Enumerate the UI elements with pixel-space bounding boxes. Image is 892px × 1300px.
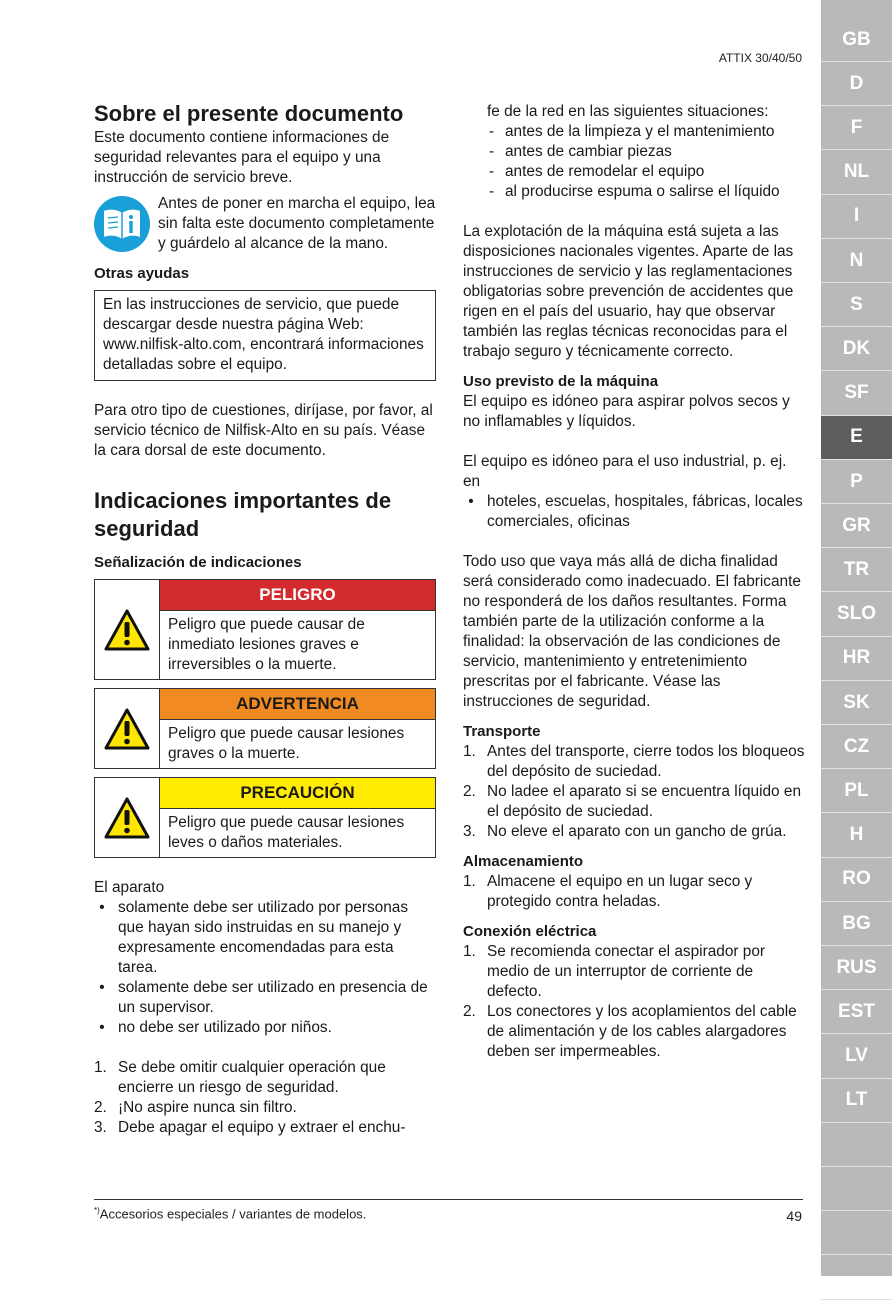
language-tab-lt: LT: [821, 1079, 892, 1123]
list-item: [94, 978, 436, 1018]
language-tab-empty: [821, 1256, 892, 1300]
hazard-body: [160, 580, 435, 679]
page-number: 49: [786, 1208, 802, 1224]
list-item: [463, 822, 805, 842]
list-marker: 3.: [463, 823, 476, 840]
heading-uso-previsto: Uso previsto de la máquina: [463, 373, 659, 390]
list-item-text: No eleve el aparato con un gancho de grúa.: [487, 823, 787, 840]
list-item-text: hoteles, escuelas, hospitales, fábricas, locales comerciales, oficinas: [487, 493, 803, 530]
language-tab-gr: GR: [821, 504, 892, 548]
model-name: ATTIX 30/40/50: [718, 51, 802, 65]
section-title-safety: Indicaciones importantes de seguridad: [94, 488, 392, 541]
hazard-description: Peligro que puede causar lesiones graves o la muerte.: [168, 725, 405, 762]
language-sidebar: [821, 0, 892, 1276]
list-item: [94, 1118, 436, 1138]
list-item: [463, 1002, 805, 1062]
language-tab-lv: LV: [821, 1035, 892, 1079]
hazard-box-advertencia: [94, 688, 436, 769]
heading-almacenamiento: Almacenamiento: [463, 853, 584, 870]
hazard-body: [160, 689, 435, 768]
list-marker: -: [489, 123, 495, 140]
language-tab-bg: BG: [821, 902, 892, 946]
language-tab-pl: PL: [821, 769, 892, 813]
list-item-text: al producirse espuma o salirse el líquido: [505, 183, 780, 200]
list-item: [94, 1018, 436, 1038]
footer-rule: [94, 1199, 803, 1200]
list-item: [463, 942, 805, 1002]
language-tab-sk: SK: [821, 681, 892, 725]
left-column: [94, 100, 436, 1138]
list-item-text: antes de remodelar el equipo: [505, 163, 705, 180]
list-item-text: solamente debe ser utilizado por personas que hayan sido instruidas en su manejo y expresamente encomendadas para esta tarea.: [118, 899, 409, 976]
list-item: [463, 872, 805, 912]
hazard-label: PELIGRO: [160, 580, 435, 611]
list-marker: -: [489, 163, 495, 180]
language-tab-empty: [821, 1211, 892, 1255]
list-item: [463, 142, 805, 162]
footnote-text: Accesorios especiales / variantes de modelos.: [99, 1206, 367, 1222]
list-marker: 2.: [463, 783, 476, 800]
uso-paragraph-1: El equipo es idóneo para aspirar polvos secos y no inflamables y líquidos.: [463, 393, 790, 430]
language-tab-n: N: [821, 239, 892, 283]
list-marker: 1.: [463, 943, 476, 960]
heading-senalizacion: Señalización de indicaciones: [94, 554, 302, 571]
language-tab-f: F: [821, 106, 892, 150]
list-item-text: Se debe omitir cualquier operación que encierre un riesgo de seguridad.: [118, 1059, 386, 1096]
uso-list: [463, 492, 805, 532]
language-tab-s: S: [821, 283, 892, 327]
language-tab-ro: RO: [821, 858, 892, 902]
almacenamiento-list: [463, 872, 805, 912]
list-marker: •: [468, 493, 474, 510]
list-marker: •: [99, 1019, 105, 1036]
list-marker: 2.: [463, 1003, 476, 1020]
language-tab-nl: NL: [821, 151, 892, 195]
list-item: [463, 492, 805, 532]
language-tab-est: EST: [821, 990, 892, 1034]
otras-ayudas-box: [94, 290, 436, 381]
intro-paragraph: Este documento contiene informaciones de seguridad relevantes para el equipo y una instrucción de servicio breve.: [94, 129, 390, 186]
uso-paragraph-2: El equipo es idóneo para el uso industrial, p. ej. en: [463, 453, 787, 490]
hazard-body: [160, 778, 435, 857]
section-title-document: Sobre el presente documento: [94, 101, 404, 126]
continued-item-text: fe de la red en las siguientes situaciones:: [487, 103, 769, 120]
list-item-text: Debe apagar el equipo y extraer el enchu-: [118, 1119, 406, 1136]
language-tab-tr: TR: [821, 548, 892, 592]
language-tab-empty: [821, 1123, 892, 1167]
list-marker: 1.: [463, 873, 476, 890]
list-item-text: antes de cambiar piezas: [505, 143, 672, 160]
hazard-description: Peligro que puede causar de inmediato lesiones graves e irreversibles o la muerte.: [168, 616, 365, 673]
language-tab-h: H: [821, 814, 892, 858]
explotacion-paragraph: La explotación de la máquina está sujeta a las disposiciones nacionales vigentes. Aparte de las instrucciones de servicio y las reglamentaciones obligatorias sobre prevención de accidentes que rigen en el país del usuario, hay que observar también las reglas técnicas reconocidas para el trabajo seguro y técnicamente correcto.: [463, 223, 794, 360]
heading-transporte: Transporte: [463, 723, 541, 740]
hazard-notices: [94, 579, 436, 858]
aparato-intro: El aparato: [94, 879, 165, 896]
list-marker: 3.: [94, 1119, 107, 1136]
list-item-text: ¡No aspire nunca sin filtro.: [118, 1099, 297, 1116]
aparato-list: [94, 898, 436, 1038]
list-marker: -: [489, 183, 495, 200]
uso-paragraph-3: Todo uso que vaya más allá de dicha finalidad será considerado como inadecuado. El fabricante no responderá de los daños resultantes. Forma también parte de la utilización conforme a la finalidad: la observación de las condiciones de servicio, mantenimiento y entretenimiento prescritas por el fabricante. Véase las instrucciones de seguridad.: [463, 553, 801, 710]
hazard-box-precaución: [94, 777, 436, 858]
language-tab-rus: RUS: [821, 946, 892, 990]
right-column: [463, 102, 805, 1062]
list-item: [94, 1098, 436, 1118]
list-marker: •: [99, 979, 105, 996]
language-tab-gb: GB: [821, 18, 892, 62]
hazard-box-peligro: [94, 579, 436, 680]
warning-triangle-icon: [95, 778, 160, 857]
situations-list: [463, 122, 805, 202]
list-item: [463, 742, 805, 782]
list-item: [463, 782, 805, 822]
heading-otras-ayudas: Otras ayudas: [94, 265, 190, 282]
list-marker: •: [99, 899, 105, 916]
list-item-text: Los conectores y los acoplamientos del cable de alimentación y de los cables alargadores deben ser impermeables.: [487, 1003, 797, 1060]
otras-ayudas-box-text: En las instrucciones de servicio, que puede descargar desde nuestra página Web: www.nilfisk-alto.com, encontrará informaciones detalladas sobre el equipo.: [103, 296, 424, 373]
warning-triangle-icon: [95, 580, 160, 679]
footnote: [94, 1206, 366, 1221]
list-item: [463, 162, 805, 182]
transporte-list: [463, 742, 805, 842]
list-item-text: No ladee el aparato si se encuentra líquido en el depósito de suciedad.: [487, 783, 802, 820]
language-tab-sf: SF: [821, 372, 892, 416]
language-tab-cz: CZ: [821, 725, 892, 769]
warning-triangle-icon: [95, 689, 160, 768]
language-tab-empty: [821, 1167, 892, 1211]
language-tab-hr: HR: [821, 637, 892, 681]
otras-ayudas-paragraph: Para otro tipo de cuestiones, diríjase, por favor, al servicio técnico de Nilfisk-Alto en su país. Véase la cara dorsal de este documento.: [94, 402, 433, 459]
conexion-list: [463, 942, 805, 1062]
hazard-label: ADVERTENCIA: [160, 689, 435, 720]
list-item-text: Antes del transporte, cierre todos los bloqueos del depósito de suciedad.: [487, 743, 805, 780]
list-marker: -: [489, 143, 495, 160]
language-tab-e: E: [821, 416, 892, 460]
hazard-label: PRECAUCIÓN: [160, 778, 435, 809]
footnote-mark: *): [94, 1206, 100, 1215]
list-item-text: no debe ser utilizado por niños.: [118, 1019, 332, 1036]
read-manual-icon: [94, 196, 150, 252]
info-note: [94, 194, 436, 254]
hazard-description: Peligro que puede causar lesiones leves o daños materiales.: [168, 814, 405, 851]
language-tab-i: I: [821, 195, 892, 239]
list-item: [94, 1058, 436, 1098]
list-item: [94, 898, 436, 978]
safety-numbered-list: [94, 1058, 436, 1138]
language-tab-p: P: [821, 460, 892, 504]
list-item-text: antes de la limpieza y el mantenimiento: [505, 123, 775, 140]
heading-conexion: Conexión eléctrica: [463, 923, 597, 940]
info-note-text: Antes de poner en marcha el equipo, lea sin falta este documento completamente y guárdelo al alcance de la mano.: [158, 195, 436, 252]
language-tab-dk: DK: [821, 327, 892, 371]
list-item: [463, 122, 805, 142]
list-item: [463, 182, 805, 202]
list-marker: 1.: [94, 1059, 107, 1076]
list-item-text: Se recomienda conectar el aspirador por medio de un interruptor de corriente de defecto.: [487, 943, 766, 1000]
list-item-text: solamente debe ser utilizado en presencia de un supervisor.: [118, 979, 428, 1016]
language-tab-d: D: [821, 62, 892, 106]
list-item-text: Almacene el equipo en un lugar seco y protegido contra heladas.: [487, 873, 753, 910]
language-tab-slo: SLO: [821, 593, 892, 637]
list-marker: 1.: [463, 743, 476, 760]
list-marker: 2.: [94, 1099, 107, 1116]
